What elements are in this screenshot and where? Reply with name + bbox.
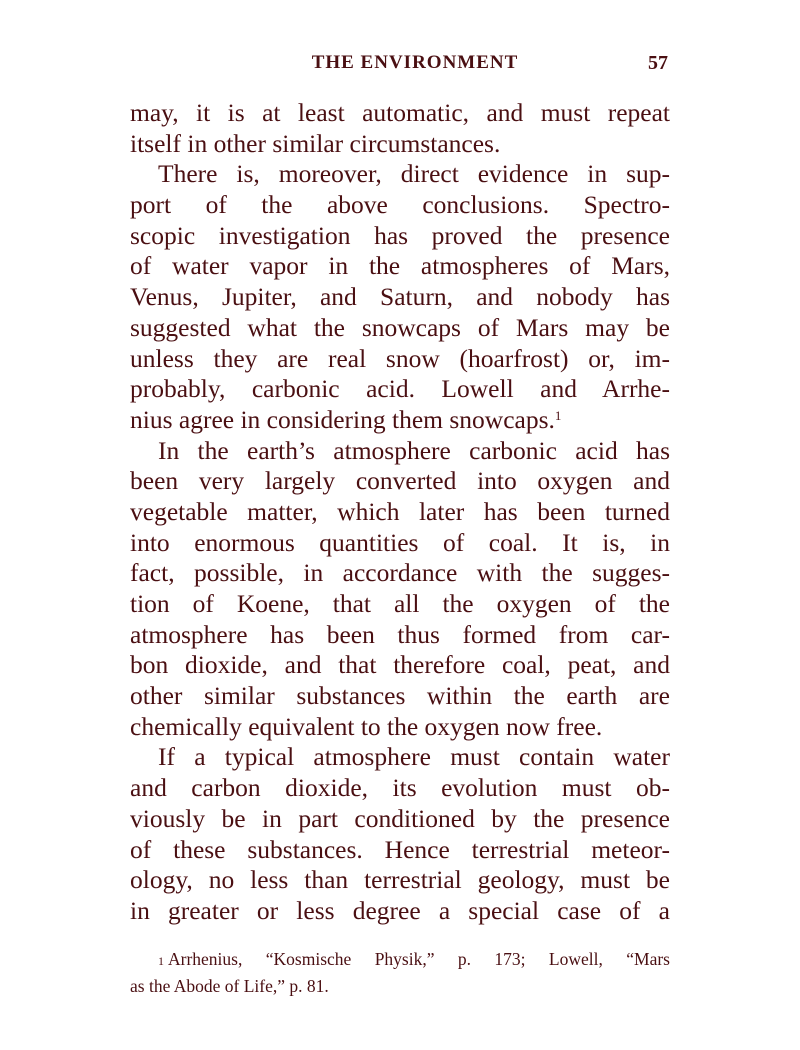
- text-line: suggested what the snowcaps of Mars may be: [130, 312, 670, 342]
- text-line: scopic investigation has proved the presence: [130, 220, 670, 250]
- text-line: into enormous quantities of coal. It is, in: [130, 527, 670, 557]
- text-line: of water vapor in the atmospheres of Mars,: [130, 251, 670, 281]
- footnote-line: as the Abode of Life,” p. 81.: [130, 976, 329, 996]
- text-line: There is, moreover, direct evidence in sup-: [158, 159, 670, 189]
- text-line: ology, no less than terrestrial geology, must be: [130, 865, 670, 895]
- text-line: atmosphere has been thus formed from car-: [130, 619, 670, 649]
- text-line: port of the above conclusions. Spectro-: [130, 190, 670, 220]
- footnote-line: [130, 946, 670, 973]
- text-line: bon dioxide, and that therefore coal, peat, and: [130, 650, 670, 680]
- text-line-with-footnote: [130, 405, 670, 436]
- text-line: In the earth’s atmosphere carbonic acid has: [158, 435, 670, 465]
- running-head: [130, 52, 670, 80]
- text-line: If a typical atmosphere must contain water: [158, 742, 670, 772]
- text-line: vegetable matter, which later has been turned: [130, 496, 670, 526]
- text-line: probably, carbonic acid. Lowell and Arrhe-: [130, 374, 670, 404]
- body-text: [130, 98, 670, 927]
- text-line: fact, possible, in accordance with the sugges-: [130, 558, 670, 588]
- running-title: THE ENVIRONMENT: [311, 52, 519, 73]
- text-line: and carbon dioxide, its evolution must ob-: [130, 773, 670, 803]
- text-line: Venus, Jupiter, and Saturn, and nobody has: [130, 282, 670, 312]
- text-line: chemically equivalent to the oxygen now free.: [130, 711, 603, 741]
- text-line: itself in other similar circumstances.: [130, 128, 501, 158]
- footnote-mark: 1: [158, 954, 164, 968]
- page-number: 57: [648, 52, 668, 74]
- text-line: in greater or less degree a special case of a: [130, 895, 670, 925]
- text-line: unless they are real snow (hoarfrost) or, im-: [130, 343, 670, 373]
- text-line: of these substances. Hence terrestrial meteor-: [130, 834, 670, 864]
- footnote-reference: 1: [554, 407, 562, 423]
- text-line: been very largely converted into oxygen and: [130, 466, 670, 496]
- footnotes: [130, 946, 670, 1000]
- text-line: nius agree in considering them snowcaps.: [130, 404, 555, 434]
- text-line: tion of Koene, that all the oxygen of the: [130, 589, 670, 618]
- footnote-text: Arrhenius, “Kosmische Physik,” p. 173; Lowell, “Mars: [168, 949, 670, 969]
- text-line: other similar substances within the earth are: [130, 681, 670, 711]
- text-line: may, it is at least automatic, and must repeat: [130, 98, 670, 127]
- text-line: viously be in part conditioned by the presence: [130, 803, 670, 833]
